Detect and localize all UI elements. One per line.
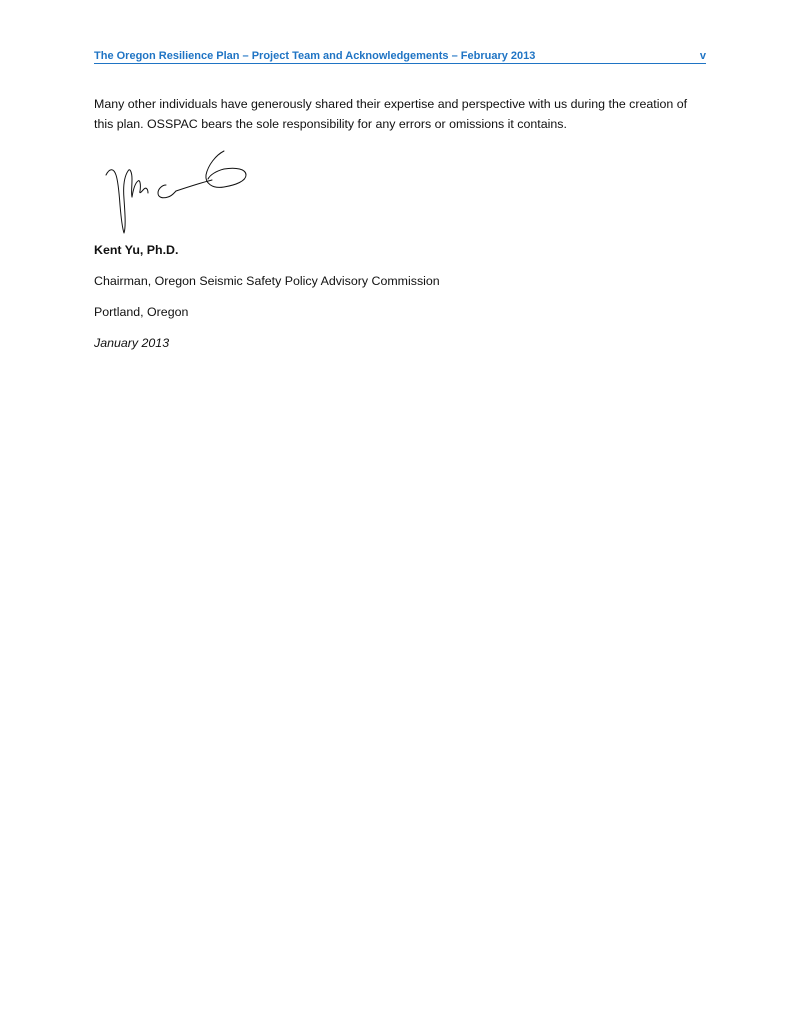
- acknowledgement-paragraph: Many other individuals have generously shared their expertise and perspective with us during the creation of this plan. OSSPAC bears the sole responsibility for any errors or omissions it contains.: [94, 97, 688, 131]
- signer-location: Portland, Oregon: [94, 305, 189, 319]
- running-header: [94, 49, 706, 64]
- page-number: v: [699, 50, 706, 62]
- signer-title: Chairman, Oregon Seismic Safety Policy Advisory Commission: [94, 274, 440, 288]
- header-title: The Oregon Resilience Plan – Project Team and Acknowledgements – February 2013: [94, 50, 536, 62]
- signed-date: January 2013: [94, 336, 170, 350]
- handwritten-signature: [100, 147, 250, 237]
- signer-name: Kent Yu, Ph.D.: [94, 243, 179, 257]
